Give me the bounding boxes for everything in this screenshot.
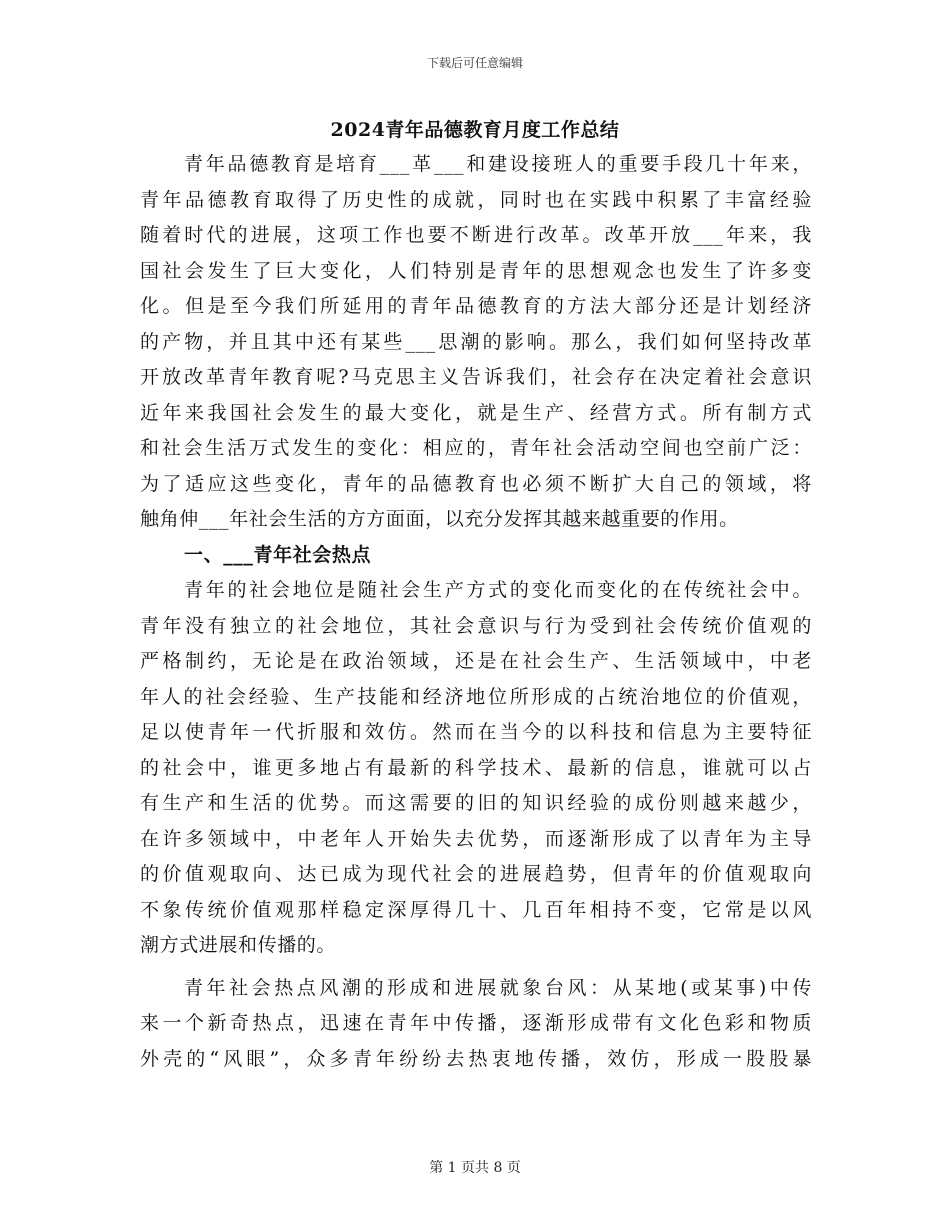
paragraph-line: 近年来我国社会发生的最大变化，就是生产、经营方式。所有制方式 [140,401,812,424]
paragraph-line: 年人的社会经验、生产技能和经济地位所形成的占统治地位的价值观， [140,685,812,708]
paragraph-2 [140,573,812,964]
paragraph-line: 潮方式进展和传播的。 [140,934,337,956]
paragraph-line: 青年品德教育取得了历史性的成就，同时也在实践中积累了丰富经验 [140,188,812,211]
document-body [140,147,812,1077]
paragraph-line: 青年社会热点风潮的形成和进展就象台风：从某地(或某事)中传 [184,976,812,999]
paragraph-3 [140,971,812,1078]
paragraph-line: 为了适应这些变化，青年的品德教育也必须不断扩大自己的领域，将 [140,472,812,495]
paragraph-1 [140,147,812,538]
paragraph-line: 触角伸___年社会生活的方方面面，以充分发挥其越来越重要的作用。 [140,508,739,530]
paragraph-line: 化。但是至今我们所延用的青年品德教育的方法大部分还是计划经济 [140,295,812,317]
paragraph-line: 严格制约，无论是在政治领域，还是在社会生产、生活领域中，中老 [140,650,812,672]
page-header-note: 下载后可任意编辑 [426,56,523,70]
paragraph-line: 来一个新奇热点，迅速在青年中传播，逐渐形成带有文化色彩和物质 [140,1012,812,1034]
paragraph-line: 的产物，并且其中还有某些___思潮的影响。那么，我们如何坚持改革 [140,330,812,353]
paragraph-line: 青年没有独立的社会地位，其社会意识与行为受到社会传统价值观的 [140,614,812,637]
paragraph-line: 的社会中，谁更多地占有最新的科学技术、最新的信息，谁就可以占 [140,756,812,779]
paragraph-line: 开放改革青年教育呢?马克思主义告诉我们，社会存在决定着社会意识 [140,366,812,388]
paragraph-line: 外壳的“风眼”，众多青年纷纷去热衷地传播，效仿，形成一股股暴 [140,1047,812,1070]
paragraph-line: 国社会发生了巨大变化，人们特别是青年的思想观念也发生了许多变 [140,259,812,282]
section-heading: 一、___青年社会热点 [184,543,372,566]
paragraph-line: 不象传统价值观那样稳定深厚得几十、几百年相持不变，它常是以风 [140,898,812,921]
paragraph-line: 和社会生活万式发生的变化：相应的，青年社会活动空间也空前广泛： [140,437,812,459]
paragraph-line: 足以使青年一代折服和效仿。然而在当今的以科技和信息为主要特征 [140,721,812,743]
paragraph-line: 随着时代的进展，这项工作也要不断进行改革。改革开放___年来，我 [140,224,812,246]
paragraph-gap [140,964,812,971]
paragraph-line: 青年品德教育是培育___革___和建设接班人的重要手段几十年来， [184,153,812,175]
paragraph-line: 在许多领域中，中老年人开始失去优势，而逐渐形成了以青年为主导 [140,827,812,850]
paragraph-line: 有生产和生活的优势。而这需要的旧的知识经验的成份则越来越少， [140,792,812,814]
page-number: 第 1 页共 8 页 [429,1160,521,1176]
paragraph-line: 的价值观取向、达已成为现代社会的进展趋势，但青年的价值观取向 [140,863,812,885]
paragraph-line: 青年的社会地位是随社会生产方式的变化而变化的在传统社会中。 [184,579,812,601]
document-title: 2024青年品德教育月度工作总结 [330,119,620,141]
